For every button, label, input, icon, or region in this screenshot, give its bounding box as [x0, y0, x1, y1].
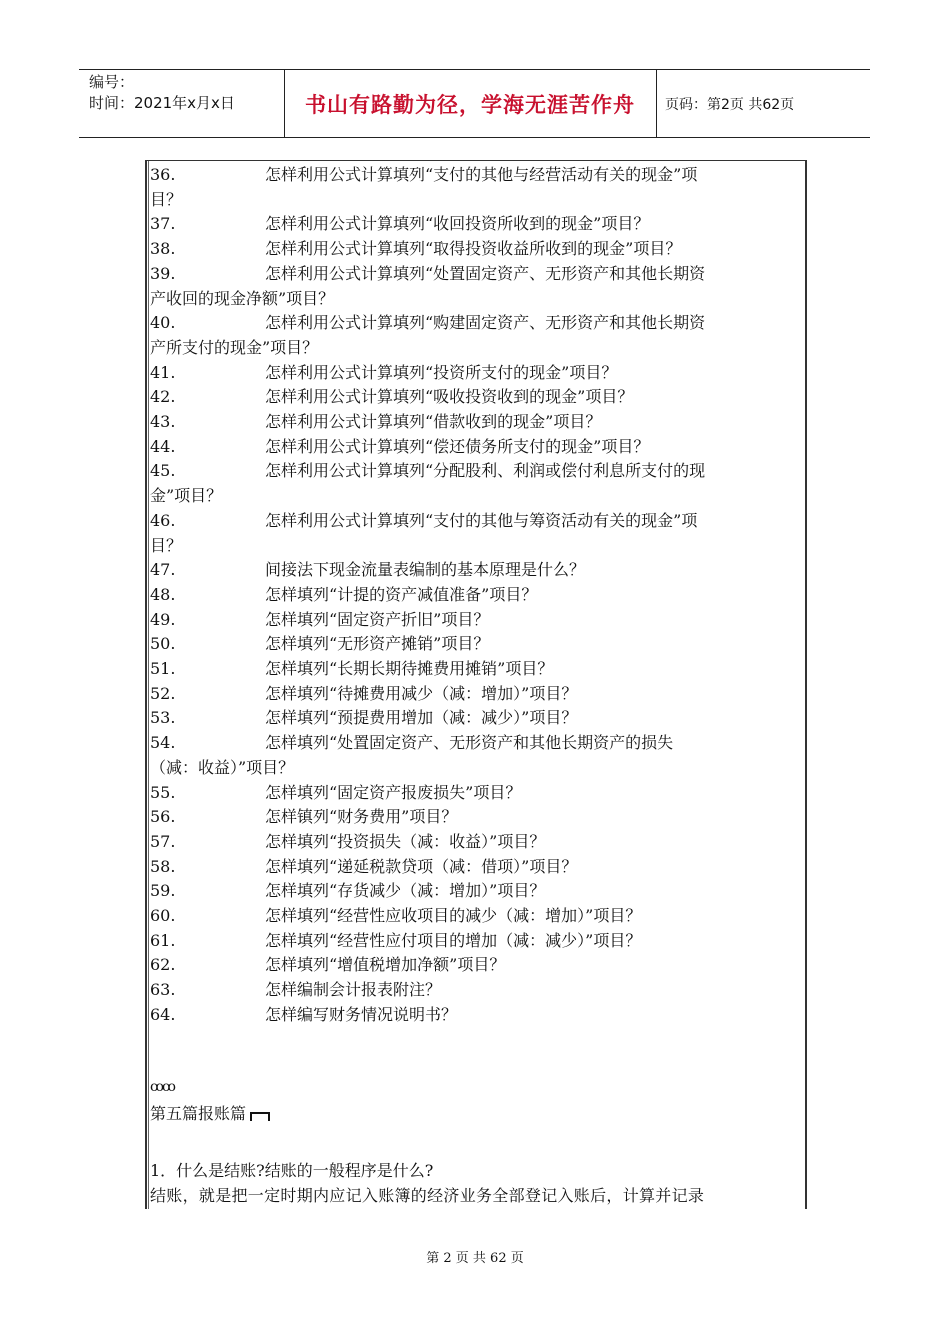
question-item: [150, 781, 802, 806]
question-item: [150, 731, 802, 780]
question-item: [150, 558, 802, 583]
question-text: 怎样填列“投资损失（减：收益）”项目？: [265, 831, 546, 851]
question-text: 怎样填列“存货减少（减：增加）”项目？: [265, 881, 546, 901]
time-label: 时间：2021年x月x日: [89, 94, 235, 112]
question-text: 怎样填列“经营性应付项目的增加（减：减少）”项目？: [265, 930, 642, 950]
question-number: 36.: [150, 165, 176, 184]
question-number: 51.: [150, 659, 176, 678]
question-number: 52.: [150, 683, 176, 703]
question-number: 64.: [150, 1004, 176, 1024]
question-text: 怎样利用公式计算填列“吸收投资收到的现金”项目？: [265, 387, 634, 407]
frame-inner-border: [148, 161, 149, 1209]
question-number: 60.: [150, 906, 176, 925]
question-text: 怎样填列“递延税款贷项（减：借项）”项目？: [265, 856, 578, 876]
number-label: 编号：: [89, 73, 135, 91]
question-text: 怎样填列“固定资产折旧”项目？: [265, 609, 490, 629]
question-text: 怎样填列“无形资产摊销”项目？: [265, 634, 490, 654]
question-number: 63.: [150, 980, 176, 1000]
question-item: [150, 509, 802, 558]
question-item: [150, 1003, 802, 1028]
question-item: [150, 632, 802, 657]
question-number: 54.: [150, 733, 176, 753]
question-item: [150, 583, 802, 608]
bracket-mark: [250, 1112, 270, 1121]
question-number: 44.: [150, 436, 176, 456]
question-item: [150, 311, 802, 360]
question-item: [150, 459, 802, 508]
question-text-continued: 产所支付的现金”项目？: [150, 337, 319, 357]
question-item: [150, 385, 802, 410]
question-text: 怎样填列“增值税增加净额”项目？: [265, 955, 506, 975]
question-number: 61.: [150, 930, 176, 950]
question-text: 怎样填列“处置固定资产、无形资产和其他长期资产的损失: [265, 733, 674, 753]
question-text: 怎样利用公式计算填列“处置固定资产、无形资产和其他长期资: [265, 263, 706, 283]
question-item: [150, 361, 802, 386]
question-text: 怎样填列“计提的资产减值准备”项目？: [265, 584, 538, 604]
question-text: 怎样利用公式计算填列“支付的其他与筹资活动有关的现金”项: [265, 510, 698, 530]
question-number: 48.: [150, 584, 176, 604]
question-item: [150, 657, 802, 682]
question-item: [150, 978, 802, 1003]
page-code: 页码：第2页 共62页: [665, 96, 795, 113]
question-item: [150, 953, 802, 978]
question-text: 怎样编制会计报表附注？: [265, 980, 442, 1000]
question-text: 怎样填列“长期长期待摊费用摊销”项目？: [265, 659, 554, 678]
decoration-icon: ꝏꝏ: [150, 1079, 174, 1095]
question-text: 怎样利用公式计算填列“借款收到的现金”项目？: [265, 412, 602, 431]
question-text: 怎样利用公式计算填列“收回投资所收到的现金”项目？: [265, 214, 650, 234]
question-number: 59.: [150, 881, 176, 901]
question-text-continued: 金”项目？: [150, 486, 223, 506]
paragraph-heading: 1．什么是结账?结账的一般程序是什么?: [150, 1161, 434, 1180]
question-number: 58.: [150, 856, 176, 876]
question-number: 56.: [150, 807, 176, 827]
question-item: [150, 830, 802, 855]
question-number: 57.: [150, 831, 176, 851]
question-item: [150, 237, 802, 262]
question-item: [150, 706, 802, 731]
question-number: 53.: [150, 708, 176, 728]
question-item: [150, 262, 802, 311]
question-number: 55.: [150, 782, 176, 802]
question-item: [150, 163, 802, 212]
question-item: [150, 805, 802, 830]
question-item: [150, 608, 802, 633]
question-number: 50.: [150, 634, 176, 654]
question-number: 43.: [150, 412, 176, 431]
question-item: [150, 929, 802, 954]
question-text-continued: 目？: [150, 535, 183, 555]
question-item: [150, 855, 802, 880]
question-number: 42.: [150, 387, 176, 407]
header-divider: [656, 70, 657, 137]
question-text-continued: 产收回的现金净额”项目？: [150, 288, 335, 308]
header-motto: 书山有路勤为径，学海无涯苦作舟: [305, 92, 635, 117]
question-text-continued: 目？: [150, 189, 183, 209]
document-header: [79, 69, 870, 138]
question-item: [150, 212, 802, 237]
question-text: 怎样利用公式计算填列“取得投资收益所收到的现金”项目？: [265, 239, 682, 259]
question-number: 49.: [150, 609, 176, 629]
question-number: 62.: [150, 955, 176, 975]
question-text: 怎样填列“待摊费用减少（减：增加）”项目？: [265, 683, 578, 703]
question-text: 间接法下现金流量表编制的基本原理是什么？: [265, 560, 586, 580]
question-text: 怎样编写财务情况说明书？: [265, 1004, 458, 1024]
question-number: 39.: [150, 263, 176, 283]
header-meta: [89, 72, 289, 114]
question-number: 47.: [150, 560, 176, 580]
page-footer: 第 2 页 共 62 页: [426, 1251, 524, 1266]
question-text: 怎样填列“预提费用增加（减：减少）”项目？: [265, 708, 578, 728]
question-number: 41.: [150, 362, 176, 382]
question-text: 怎样利用公式计算填列“偿还债务所支付的现金”项目？: [265, 436, 650, 456]
question-text: 怎样填列“固定资产报废损失”项目？: [265, 782, 522, 802]
question-item: [150, 904, 802, 929]
question-number: 38.: [150, 239, 176, 259]
question-text: 怎样利用公式计算填列“支付的其他与经营活动有关的现金”项: [265, 165, 698, 184]
question-text: 怎样利用公式计算填列“购建固定资产、无形资产和其他长期资: [265, 313, 706, 333]
question-item: [150, 879, 802, 904]
question-number: 40.: [150, 313, 176, 333]
question-text: 怎样利用公式计算填列“投资所支付的现金”项目？: [265, 362, 618, 382]
question-text: 怎样填列“经营性应收项目的减少（减：增加）”项目？: [265, 906, 642, 925]
paragraph-text: 结账，就是把一定时期内应记入账簿的经济业务全部登记入账后，计算并记录: [150, 1186, 705, 1205]
section-title: [150, 1101, 270, 1124]
question-text: 怎样镇列“财务费用”项目？: [265, 807, 458, 827]
question-item: [150, 682, 802, 707]
question-text: 怎样利用公式计算填列“分配股利、利润或偿付利息所支付的现: [265, 461, 706, 481]
section-title-text: 第五篇报账篇: [150, 1104, 247, 1123]
content-frame: [145, 160, 807, 1209]
question-number: 37.: [150, 214, 176, 234]
question-number: 45.: [150, 461, 176, 481]
question-text-continued: （减：收益）”项目？: [150, 757, 295, 777]
question-number: 46.: [150, 510, 176, 530]
question-item: [150, 435, 802, 460]
question-item: [150, 410, 802, 435]
